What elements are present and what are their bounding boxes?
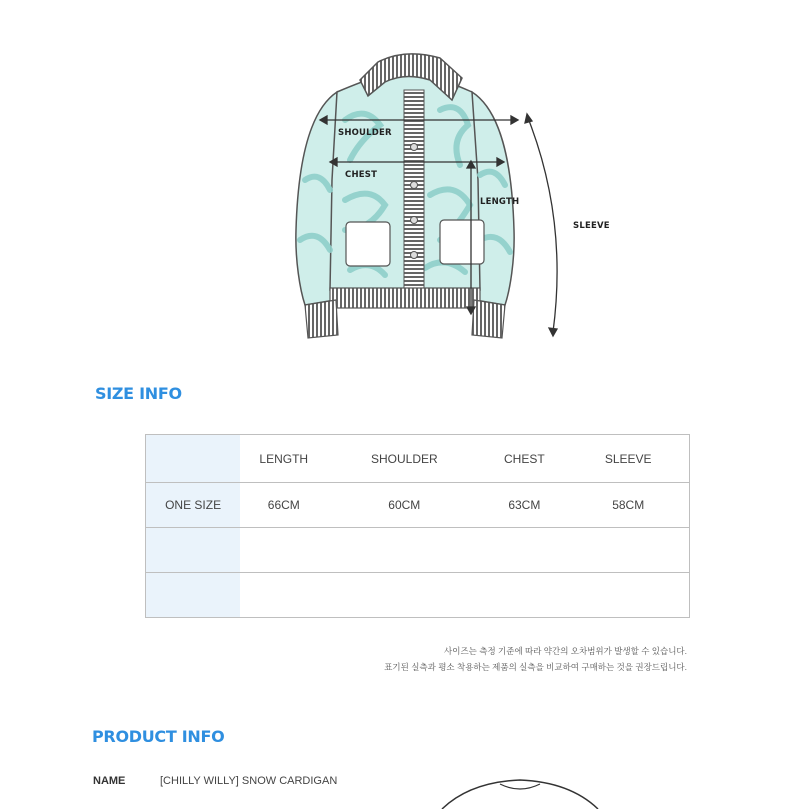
table-row — [146, 528, 690, 573]
product-illustration-partial — [440, 776, 600, 809]
header-cell — [146, 435, 241, 483]
table-cell — [327, 528, 481, 573]
table-cell — [481, 528, 567, 573]
table-cell — [567, 573, 689, 618]
table-cell — [240, 528, 327, 573]
header-cell: SLEEVE — [567, 435, 689, 483]
sleeve-label: SLEEVE — [573, 221, 610, 231]
table-cell — [327, 573, 481, 618]
size-note: 표기된 실측과 평소 착용하는 제품의 실측을 비교하여 구매하는 것을 권장드립니다. — [384, 662, 687, 672]
shoulder-label: SHOULDER — [338, 128, 392, 138]
chest-label: CHEST — [345, 170, 378, 180]
row-label — [146, 573, 241, 618]
header-cell: LENGTH — [240, 435, 327, 483]
table-cell — [567, 528, 689, 573]
name-label: NAME — [93, 775, 126, 787]
table-row — [146, 483, 690, 528]
header-cell: CHEST — [481, 435, 567, 483]
length-label: LENGTH — [480, 197, 520, 207]
cardigan-size-diagram — [0, 0, 809, 360]
table-row — [146, 573, 690, 618]
table-cell: 60CM — [327, 483, 481, 528]
size-note: 사이즈는 측정 기준에 따라 약간의 오차범위가 발생할 수 있습니다. — [444, 646, 687, 656]
table-cell — [481, 573, 567, 618]
table-cell — [240, 573, 327, 618]
product-info-title: PRODUCT INFO — [92, 727, 225, 746]
product-name: [CHILLY WILLY] SNOW CARDIGAN — [160, 775, 338, 787]
row-label: ONE SIZE — [146, 483, 241, 528]
header-cell: SHOULDER — [327, 435, 481, 483]
size-table — [145, 434, 690, 618]
table-cell: 63CM — [481, 483, 567, 528]
cardigan-illustration — [296, 54, 514, 338]
size-info-title: SIZE INFO — [95, 384, 182, 403]
table-header-row — [146, 435, 690, 483]
table-cell: 58CM — [567, 483, 689, 528]
table-cell: 66CM — [240, 483, 327, 528]
row-label — [146, 528, 241, 573]
